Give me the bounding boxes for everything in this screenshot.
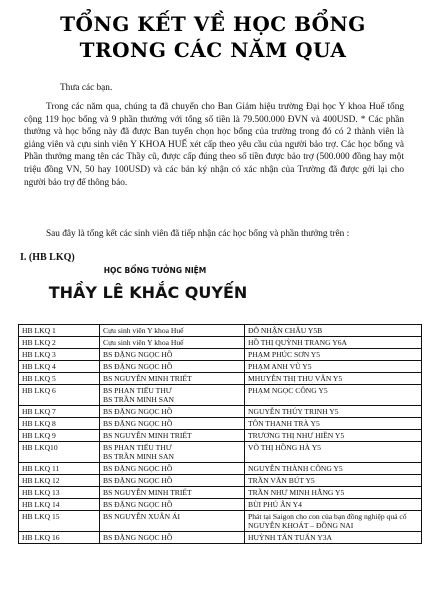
recipient-cell: Phát tại Saigon cho con của bạn đồng nghiệp quá cố NGUYỄN KHOÁT – ĐỒNG NAI (245, 511, 422, 532)
donor-cell: BS ĐẶNG NGỌC HỒ (100, 532, 245, 544)
donor-cell: BS NGUYỄN XUÂN ÁI (100, 511, 245, 532)
scholarship-code-cell: HB LKQ 3 (19, 349, 100, 361)
table-row (19, 337, 422, 349)
recipient-cell: PHẠM NGỌC CÔNG Y5 (245, 385, 422, 406)
table-row (19, 487, 422, 499)
table-row (19, 442, 422, 463)
table-row (19, 511, 422, 532)
donor-cell: BS ĐẶNG NGỌC HỒ (100, 349, 245, 361)
section-label: I. (HB LKQ) (20, 252, 75, 263)
table-row (19, 430, 422, 442)
donor-cell: BS ĐẶNG NGỌC HỒ (100, 499, 245, 511)
recipient-cell: PHẠM ANH VŨ Y5 (245, 361, 422, 373)
scholarship-table (18, 324, 422, 544)
donor-cell: BS NGUYỄN MINH TRIẾT (100, 487, 245, 499)
summary-intro: Sau đây là tổng kết các sinh viên đã tiếp nhận các học bổng và phần thưởng trên : (46, 229, 350, 239)
scholarship-code-cell: HB LKQ 6 (19, 385, 100, 406)
recipient-cell: MHUYỄN THỊ THU VÂN Y5 (245, 373, 422, 385)
honoree-name: THẦY LÊ KHẮC QUYẾN (48, 283, 248, 302)
recipient-cell: TRƯƠNG THỊ NHƯ HIỀN Y5 (245, 430, 422, 442)
donor-cell: BS ĐẶNG NGỌC HỒ (100, 361, 245, 373)
recipient-cell: PHẠM PHÚC SƠN Y5 (245, 349, 422, 361)
scholarship-code-cell: HB LKQ 16 (19, 532, 100, 544)
document-title-line-1: TỔNG KẾT VỀ HỌC BỔNG (60, 12, 366, 36)
recipient-cell: NGUYỄN THÚY TRINH Y5 (245, 406, 422, 418)
donor-cell: BS PHAN TIỂU THƯ BS TRẦN MINH SAN (100, 442, 245, 463)
table-row (19, 406, 422, 418)
donor-cell: BS PHAN TIỂU THƯ BS TRẦN MINH SAN (100, 385, 245, 406)
scholarship-code-cell: HB LKQ 1 (19, 325, 100, 337)
table-row (19, 349, 422, 361)
scholarship-code-cell: HB LKQ 13 (19, 487, 100, 499)
donor-cell: BS ĐẶNG NGỌC HỒ (100, 475, 245, 487)
scholarship-code-cell: HB LKQ 11 (19, 463, 100, 475)
recipient-cell: TRẦN VĂN BÚT Y5 (245, 475, 422, 487)
table-row (19, 463, 422, 475)
scholarship-code-cell: HB LKQ 5 (19, 373, 100, 385)
scholarship-code-cell: HB LKQ 4 (19, 361, 100, 373)
scholarship-code-cell: HB LKQ 14 (19, 499, 100, 511)
table-row (19, 418, 422, 430)
donor-cell: Cựu sinh viên Y khoa Huế (100, 325, 245, 337)
table-row (19, 325, 422, 337)
table-row (19, 475, 422, 487)
scholarship-code-cell: HB LKQ 9 (19, 430, 100, 442)
document-title-line-2: TRONG CÁC NĂM QUA (79, 38, 347, 62)
table-row (19, 385, 422, 406)
greeting: Thưa các bạn. (60, 83, 113, 93)
scholarship-code-cell: HB LKQ 2 (19, 337, 100, 349)
table-row (19, 373, 422, 385)
recipient-cell: HUỲNH TẤN TUẤN Y3A (245, 532, 422, 544)
donor-cell: BS ĐẶNG NGỌC HỒ (100, 418, 245, 430)
scholarship-subtitle: HỌC BỔNG TƯỞNG NIỆM (103, 266, 207, 275)
table-row (19, 532, 422, 544)
scholarship-code-cell: HB LKQ 12 (19, 475, 100, 487)
recipient-cell: ĐỖ NHẬN CHÂU Y5B (245, 325, 422, 337)
donor-cell: BS ĐẶNG NGỌC HỒ (100, 406, 245, 418)
recipient-cell: TRẦN NHƯ MINH HẰNG Y5 (245, 487, 422, 499)
donor-cell: BS NGUYỄN MINH TRIẾT (100, 430, 245, 442)
recipient-cell: TÔN THANH TRÀ Y5 (245, 418, 422, 430)
recipient-cell: HỒ THỊ QUỲNH TRANG Y6A (245, 337, 422, 349)
recipient-cell: BÙI PHÚ ÂN Y4 (245, 499, 422, 511)
scholarship-code-cell: HB LKQ 7 (19, 406, 100, 418)
scholarship-code-cell: HB LKQ 8 (19, 418, 100, 430)
scholarship-table-body (19, 325, 422, 544)
table-row (19, 361, 422, 373)
scholarship-code-cell: HB LKQ10 (19, 442, 100, 463)
scholarship-code-cell: HB LKQ 15 (19, 511, 100, 532)
donor-cell: BS NGUYỄN MINH TRIẾT (100, 373, 245, 385)
donor-cell: Cựu sinh viên Y khoa Huế (100, 337, 245, 349)
recipient-cell: NGUYỄN THÀNH CÔNG Y5 (245, 463, 422, 475)
table-row (19, 499, 422, 511)
intro-paragraph: Trong các năm qua, chúng ta đã chuyển cho Ban Giám hiệu trường Đại học Y khoa Huế tổng cộng 119 học bổng và 9 phần thưởng với tổng số tiền là 79.500.000 ĐVN và 400USD. * Các phần thưởng và học bổng này đã được Ban tuyển chọn học bổng của trường trong đó có 2 thành viên là giảng viên và cựu sinh viên Y KHOA HUẾ xét cấp theo yêu cầu của người bảo trợ. Các học bổng và Phần thưởng mang tên các Thầy cũ, được cấp đúng theo số tiền được bảo trợ (500.000 đồng hay một triệu đồng VN, 50 hay 100USD) và các bản ký nhận có xác nhận của Trường đã được gởi lại cho người bảo trợ để thông báo. (24, 102, 404, 188)
recipient-cell: VÕ THỊ HỒNG HÀ Y5 (245, 442, 422, 463)
donor-cell: BS ĐẶNG NGỌC HỒ (100, 463, 245, 475)
